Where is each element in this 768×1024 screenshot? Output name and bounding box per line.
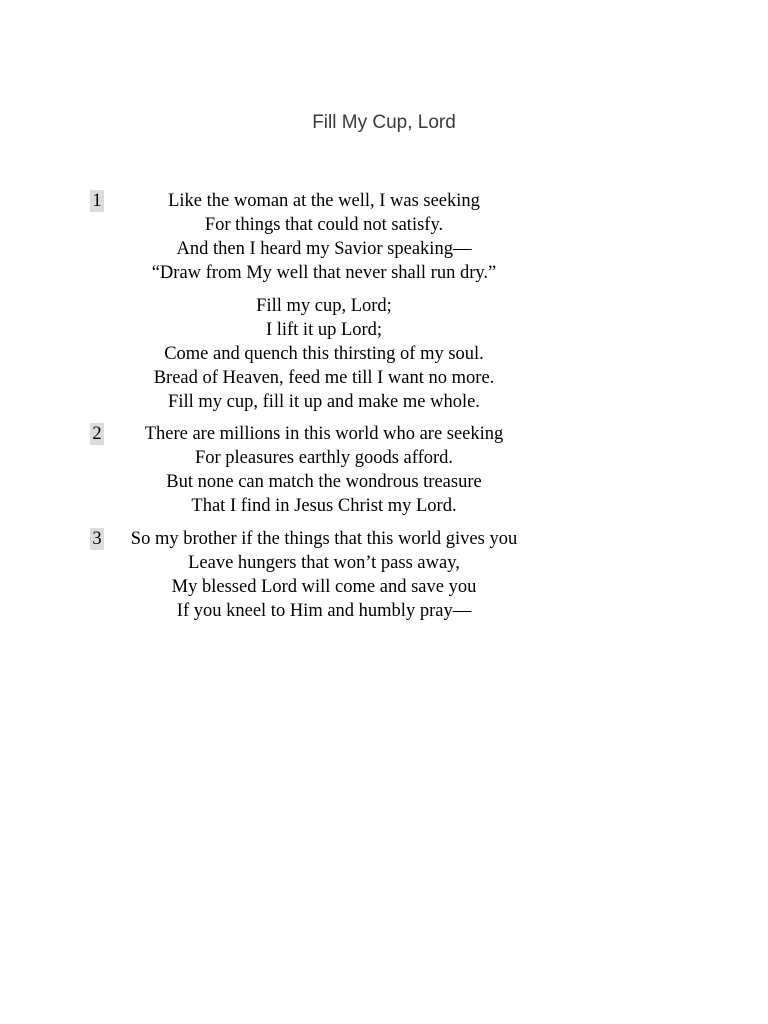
chorus-line: Come and quench this thirsting of my soul. bbox=[164, 344, 484, 364]
lyric-line: There are millions in this world who are seeking bbox=[144, 424, 504, 444]
lyric-line: For pleasures earthly goods afford. bbox=[194, 448, 454, 468]
chorus-line: Fill my cup, Lord; bbox=[256, 296, 392, 316]
lyric-line: If you kneel to Him and humbly pray— bbox=[176, 601, 472, 621]
chorus-line: Fill my cup, fill it up and make me whole. bbox=[168, 392, 480, 412]
chorus-line: Bread of Heaven, feed me till I want no more. bbox=[153, 368, 495, 388]
lyric-line: But none can match the wondrous treasure bbox=[166, 472, 482, 492]
lyric-line: That I find in Jesus Christ my Lord. bbox=[191, 496, 457, 516]
page-title: Fill My Cup, Lord bbox=[312, 112, 456, 133]
lyric-line: Leave hungers that won’t pass away, bbox=[188, 553, 460, 573]
lyric-line: So my brother if the things that this world gives you bbox=[130, 529, 518, 549]
lyric-line: And then I heard my Savior speaking— bbox=[176, 239, 472, 259]
verse-number: 3 bbox=[90, 528, 104, 550]
chorus-line: I lift it up Lord; bbox=[265, 320, 383, 340]
lyric-line: Like the woman at the well, I was seeking bbox=[168, 191, 480, 211]
verse-number: 2 bbox=[90, 423, 104, 445]
lyric-line: “Draw from My well that never shall run dry.” bbox=[151, 263, 497, 283]
lyric-line: For things that could not satisfy. bbox=[204, 215, 444, 235]
lyric-line: My blessed Lord will come and save you bbox=[171, 577, 477, 597]
verse-number: 1 bbox=[90, 190, 104, 212]
